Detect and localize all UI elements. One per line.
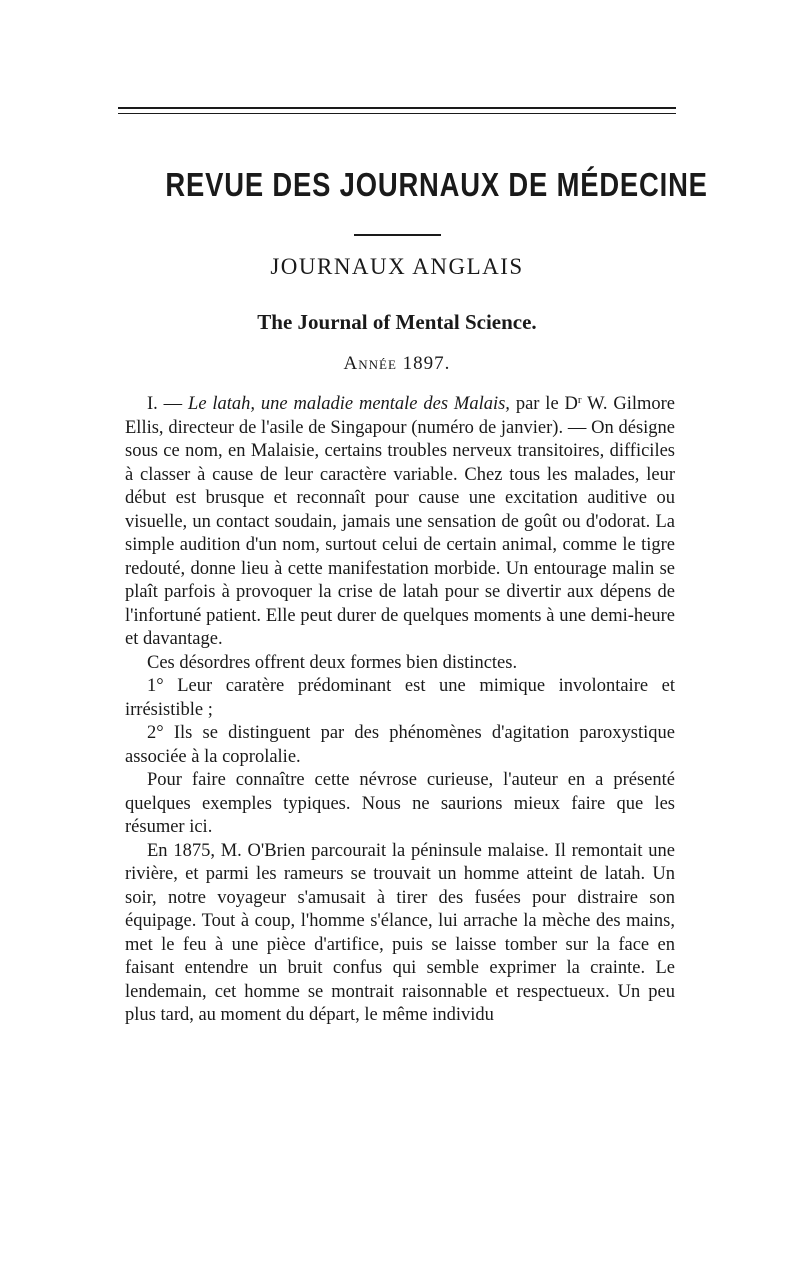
paragraph-5: Pour faire connaître cette névrose curieuse, l'auteur en a présenté quelques exemples typiques. Nous ne saurions mieux faire que les résumer ici. xyxy=(125,770,675,837)
paragraph-3: 1° Leur caratère prédominant est une mimique involontaire et irrésistible ; xyxy=(125,676,675,720)
paragraph-1-text: W. Gilmore Ellis, directeur de l'asile de Singapour (numéro de janvier). — On désigne sous ce nom, en Malaisie, certains troubles nerveux transitoires, difficiles à classer à cause de leur caractère variable. Chez tous les malades, leur début est brusque et reconnaît pour cause une excitation auditive ou visuelle, un contact soudain, jamais une sensation de goût ou d'odorat. La simple audition d'un nom, surtout celui de certain animal, comme le tigre redouté, donne lieu à cette manifestation morbide. Un entourage malin se plaît parfois à provoquer la crise de latah pour se divertir aux dépens de l'infortuné patient. Elle peut durer de quelques moments à une demi-heure et davantage. xyxy=(125,394,675,649)
article-number: I. — xyxy=(147,394,183,414)
title-divider xyxy=(354,234,441,236)
year-line: Année 1897. xyxy=(343,353,451,374)
byline-prefix: par le D xyxy=(515,394,578,414)
header-rule-thick xyxy=(118,107,676,109)
article-body xyxy=(125,393,675,1028)
page-title: REVUE DES JOURNAUX DE MÉDECINE xyxy=(165,166,708,203)
header-rule-thin xyxy=(118,113,676,114)
paragraph-1 xyxy=(125,393,675,652)
paragraph-2: Ces désordres offrent deux formes bien distinctes. xyxy=(147,652,518,673)
article-title: Le latah, une maladie mentale des Malais, xyxy=(188,394,510,414)
journal-title: The Journal of Mental Science. xyxy=(257,310,537,334)
section-title: JOURNAUX ANGLAIS xyxy=(270,254,524,279)
paragraph-4: 2° Ils se distinguent par des phénomènes d'agitation paroxystique associée à la coprolalie. xyxy=(125,723,675,767)
byline-superscript: r xyxy=(577,394,582,406)
paragraph-6: En 1875, M. O'Brien parcourait la péninsule malaise. Il remontait une rivière, et parmi les rameurs se trouvait un homme atteint de latah. Un soir, notre voyageur s'amusait à tirer des fusées pour distraire son équipage. Tout à coup, l'homme s'élance, lui arrache la mèche des mains, met le feu à une pièce d'artifice, puis se laisse tomber sur la face en faisant entendre un bruit confus qui semble exprimer la crainte. Le lendemain, cet homme se montrait raisonnable et respectueux. Un peu plus tard, au moment du départ, le même individu xyxy=(125,840,675,1025)
